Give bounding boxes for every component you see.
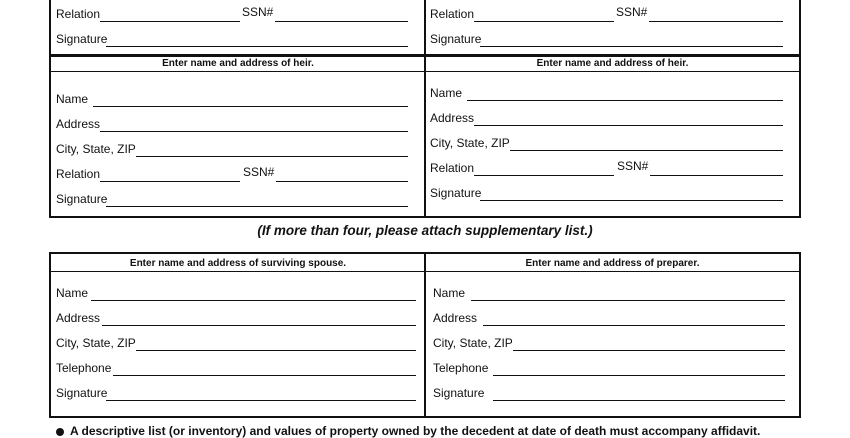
address-label: Address xyxy=(56,311,101,325)
preparer-city-state-zip-field[interactable] xyxy=(513,350,785,351)
city-state-zip-label: City, State, ZIP xyxy=(56,336,136,350)
spouse-name-field[interactable] xyxy=(91,300,416,301)
signature-label: Signature xyxy=(433,386,485,400)
spouse-telephone-field[interactable] xyxy=(113,375,416,376)
signature-label: Signature xyxy=(56,192,108,206)
signature-field[interactable] xyxy=(480,46,783,47)
heir-left-header-rule xyxy=(51,71,424,72)
preparer-header: Enter name and address of preparer. xyxy=(525,258,700,269)
ssn-field[interactable] xyxy=(276,181,408,182)
spouse-name-row xyxy=(56,286,418,302)
preparer-address-field[interactable] xyxy=(483,325,785,326)
telephone-label: Telephone xyxy=(433,361,489,375)
heir-right-header-rule xyxy=(426,71,799,72)
address-label: Address xyxy=(430,111,475,125)
heir-prev-left-relation-row xyxy=(56,7,410,23)
signature-field[interactable] xyxy=(106,206,408,207)
signature-label: Signature xyxy=(56,386,108,400)
relation-label: Relation xyxy=(430,7,475,21)
preparer-name-field[interactable] xyxy=(471,300,785,301)
ssn-label: SSN# xyxy=(616,5,648,19)
spouse-signature-field[interactable] xyxy=(106,400,416,401)
preparer-telephone-field[interactable] xyxy=(493,375,785,376)
heir-left-relation-row xyxy=(56,167,410,183)
spouse-city-row xyxy=(56,336,418,352)
ssn-field[interactable] xyxy=(275,21,408,22)
address-field[interactable] xyxy=(474,125,783,126)
heir-right-signature-row xyxy=(430,186,784,202)
spouse-telephone-row xyxy=(56,361,418,377)
preparer-telephone-row xyxy=(433,361,787,377)
name-field[interactable] xyxy=(93,106,408,107)
heir-right-relation-row xyxy=(430,161,784,177)
heir-prev-right-relation-row xyxy=(430,7,784,23)
name-label: Name xyxy=(433,286,466,300)
heir-left-name-row xyxy=(56,92,410,108)
name-field[interactable] xyxy=(467,100,783,101)
property-list-note-text: A descriptive list (or inventory) and values of property owned by the decedent at date of death must accompany affidavit. xyxy=(70,424,761,438)
property-list-note xyxy=(56,424,760,438)
name-label: Name xyxy=(56,92,89,106)
relation-field[interactable] xyxy=(474,175,614,176)
preparer-city-row xyxy=(433,336,787,352)
preparer-name-row xyxy=(433,286,787,302)
heirs-divider-top xyxy=(424,0,426,56)
name-label: Name xyxy=(430,86,463,100)
telephone-label: Telephone xyxy=(56,361,112,375)
heir-prev-left-signature-row xyxy=(56,32,410,48)
spouse-address-field[interactable] xyxy=(102,325,416,326)
preparer-address-row xyxy=(433,311,787,327)
signature-field[interactable] xyxy=(106,46,408,47)
heir-left-address-row xyxy=(56,117,410,133)
heir-left-header: Enter name and address of heir. xyxy=(162,58,314,69)
heir-right-address-row xyxy=(430,111,784,127)
signature-field[interactable] xyxy=(480,200,783,201)
address-field[interactable] xyxy=(100,131,408,132)
spouse-signature-row xyxy=(56,386,418,402)
heirs-divider xyxy=(424,56,426,217)
ssn-label: SSN# xyxy=(617,159,649,173)
address-label: Address xyxy=(433,311,478,325)
preparer-signature-row xyxy=(433,386,787,402)
ssn-label: SSN# xyxy=(242,5,274,19)
spouse-header-rule xyxy=(51,271,424,272)
address-label: Address xyxy=(56,117,101,131)
heir-right-city-row xyxy=(430,136,784,152)
spouse-city-state-zip-field[interactable] xyxy=(136,350,416,351)
heir-prev-right-signature-row xyxy=(430,32,784,48)
spouse-address-row xyxy=(56,311,418,327)
heir-left-city-row xyxy=(56,142,410,158)
heir-left-signature-row xyxy=(56,192,410,208)
relation-field[interactable] xyxy=(100,21,240,22)
name-label: Name xyxy=(56,286,89,300)
heir-right-name-row xyxy=(430,86,784,102)
city-state-zip-field[interactable] xyxy=(136,156,408,157)
city-state-zip-label: City, State, ZIP xyxy=(430,136,510,150)
relation-label: Relation xyxy=(430,161,475,175)
supplement-note: (If more than four, please attach supplementary list.) xyxy=(257,223,593,238)
city-state-zip-label: City, State, ZIP xyxy=(56,142,136,156)
relation-label: Relation xyxy=(56,7,101,21)
bullet-icon xyxy=(56,428,64,436)
preparer-signature-field[interactable] xyxy=(493,400,785,401)
spouse-header: Enter name and address of surviving spouse. xyxy=(129,258,347,269)
signature-label: Signature xyxy=(56,32,108,46)
spouse-preparer-divider xyxy=(424,253,426,417)
ssn-field[interactable] xyxy=(649,21,783,22)
heir-right-header: Enter name and address of heir. xyxy=(536,58,689,69)
ssn-label: SSN# xyxy=(243,165,275,179)
city-state-zip-label: City, State, ZIP xyxy=(433,336,513,350)
city-state-zip-field[interactable] xyxy=(510,150,783,151)
signature-label: Signature xyxy=(430,32,482,46)
relation-field[interactable] xyxy=(474,21,614,22)
signature-label: Signature xyxy=(430,186,482,200)
relation-field[interactable] xyxy=(100,181,240,182)
relation-label: Relation xyxy=(56,167,101,181)
preparer-header-rule xyxy=(426,271,799,272)
ssn-field[interactable] xyxy=(650,175,783,176)
